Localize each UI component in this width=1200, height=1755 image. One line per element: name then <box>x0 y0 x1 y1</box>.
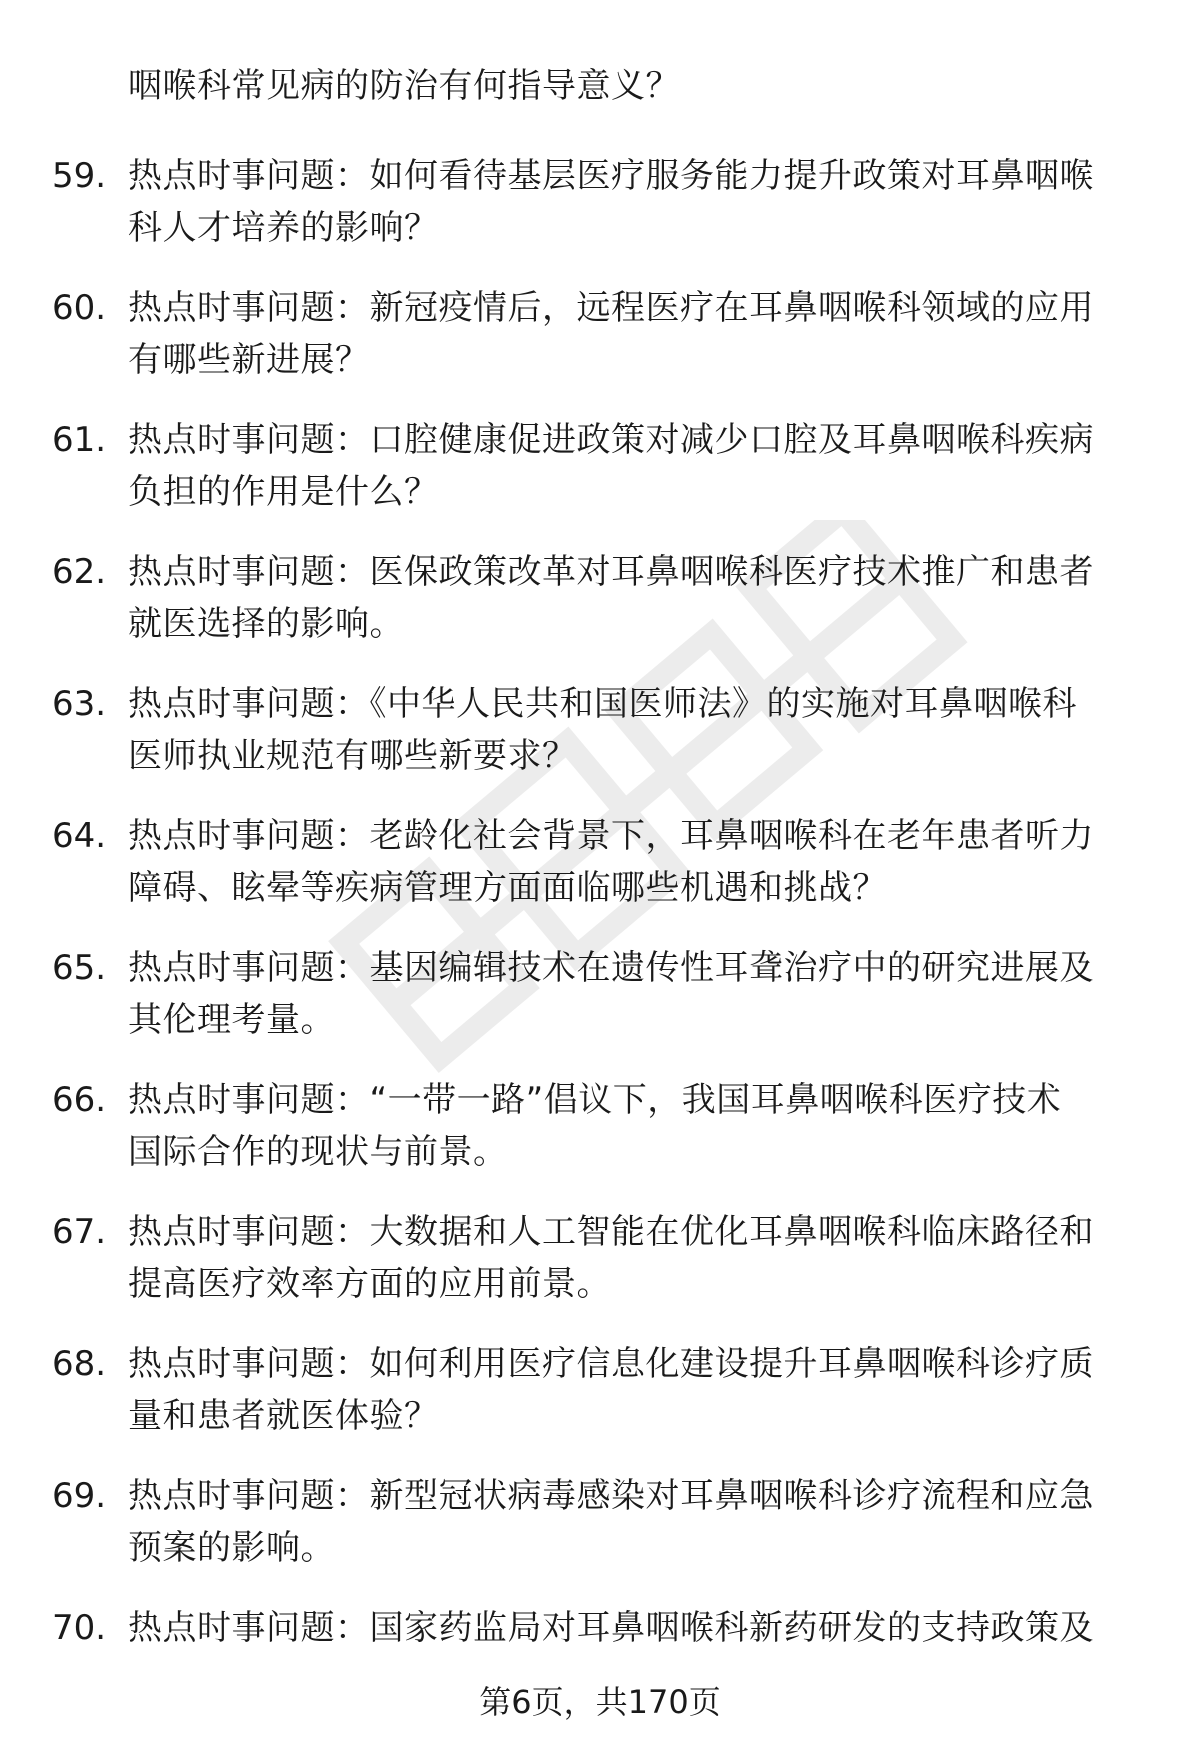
list-item <box>0 810 1200 942</box>
item-line: 预案的影响。 <box>128 1528 335 1568</box>
page-footer: 第6页，共170页 <box>479 1683 721 1721</box>
item-line: 热点时事问题：口腔健康促进政策对减少口腔及耳鼻咽喉科疾病 <box>128 420 1094 460</box>
item-text <box>128 1074 1138 1178</box>
list-item <box>0 1206 1200 1338</box>
item-number: 59. <box>52 156 107 196</box>
item-text <box>128 1470 1138 1574</box>
item-line: 科人才培养的影响？ <box>128 208 439 248</box>
item-text <box>128 810 1138 914</box>
item-number: 69. <box>52 1476 107 1516</box>
list-item <box>0 1470 1200 1602</box>
question-list <box>0 150 1200 1734</box>
item-number: 65. <box>52 948 107 988</box>
item-line: 热点时事问题：《中华人民共和国医师法》的实施对耳鼻咽喉科 <box>128 684 1077 724</box>
item-text <box>128 546 1138 650</box>
item-number: 63. <box>52 684 107 724</box>
item-text <box>128 1206 1138 1310</box>
item-text <box>128 414 1138 518</box>
item-number: 66. <box>52 1080 107 1120</box>
continuation-text: 咽喉科常见病的防治有何指导意义？ <box>128 66 680 106</box>
list-item <box>0 1338 1200 1470</box>
item-line: 热点时事问题：新冠疫情后，远程医疗在耳鼻咽喉科领域的应用 <box>128 288 1094 328</box>
item-line: 有哪些新进展？ <box>128 340 370 380</box>
item-number: 68. <box>52 1344 107 1384</box>
item-number: 64. <box>52 816 107 856</box>
list-item <box>0 282 1200 414</box>
item-line: 热点时事问题：如何看待基层医疗服务能力提升政策对耳鼻咽喉 <box>128 156 1094 196</box>
item-line: 热点时事问题：国家药监局对耳鼻咽喉科新药研发的支持政策及 <box>128 1608 1094 1648</box>
list-item <box>0 678 1200 810</box>
item-text <box>128 1338 1138 1442</box>
item-line: 负担的作用是什么？ <box>128 472 439 512</box>
item-line: 热点时事问题：老龄化社会背景下，耳鼻咽喉科在老年患者听力 <box>128 816 1094 856</box>
item-line: 提高医疗效率方面的应用前景。 <box>128 1264 611 1304</box>
item-line: 热点时事问题：如何利用医疗信息化建设提升耳鼻咽喉科诊疗质 <box>128 1344 1094 1384</box>
list-item <box>0 150 1200 282</box>
list-item <box>0 942 1200 1074</box>
item-text <box>128 678 1138 782</box>
list-item <box>0 1074 1200 1206</box>
item-line: 热点时事问题：“一带一路”倡议下，我国耳鼻咽喉科医疗技术 <box>128 1080 1062 1120</box>
item-line: 热点时事问题：医保政策改革对耳鼻咽喉科医疗技术推广和患者 <box>128 552 1094 592</box>
item-line: 障碍、眩晕等疾病管理方面面临哪些机遇和挑战？ <box>128 868 887 908</box>
item-text <box>128 150 1138 254</box>
item-line: 热点时事问题：基因编辑技术在遗传性耳聋治疗中的研究进展及 <box>128 948 1094 988</box>
item-line: 其伦理考量。 <box>128 1000 335 1040</box>
item-number: 70. <box>52 1608 107 1648</box>
item-number: 62. <box>52 552 107 592</box>
item-line: 热点时事问题：新型冠状病毒感染对耳鼻咽喉科诊疗流程和应急 <box>128 1476 1094 1516</box>
item-number: 61. <box>52 420 107 460</box>
list-item <box>0 414 1200 546</box>
item-line: 热点时事问题：大数据和人工智能在优化耳鼻咽喉科临床路径和 <box>128 1212 1094 1252</box>
item-line: 国际合作的现状与前景。 <box>128 1132 508 1172</box>
item-text <box>128 1602 1138 1654</box>
item-line: 医师执业规范有哪些新要求？ <box>128 736 577 776</box>
item-line: 量和患者就医体验？ <box>128 1396 439 1436</box>
item-text <box>128 942 1138 1046</box>
list-item <box>0 546 1200 678</box>
item-text <box>128 282 1138 386</box>
item-line: 就医选择的影响。 <box>128 604 404 644</box>
item-number: 60. <box>52 288 107 328</box>
item-number: 67. <box>52 1212 107 1252</box>
